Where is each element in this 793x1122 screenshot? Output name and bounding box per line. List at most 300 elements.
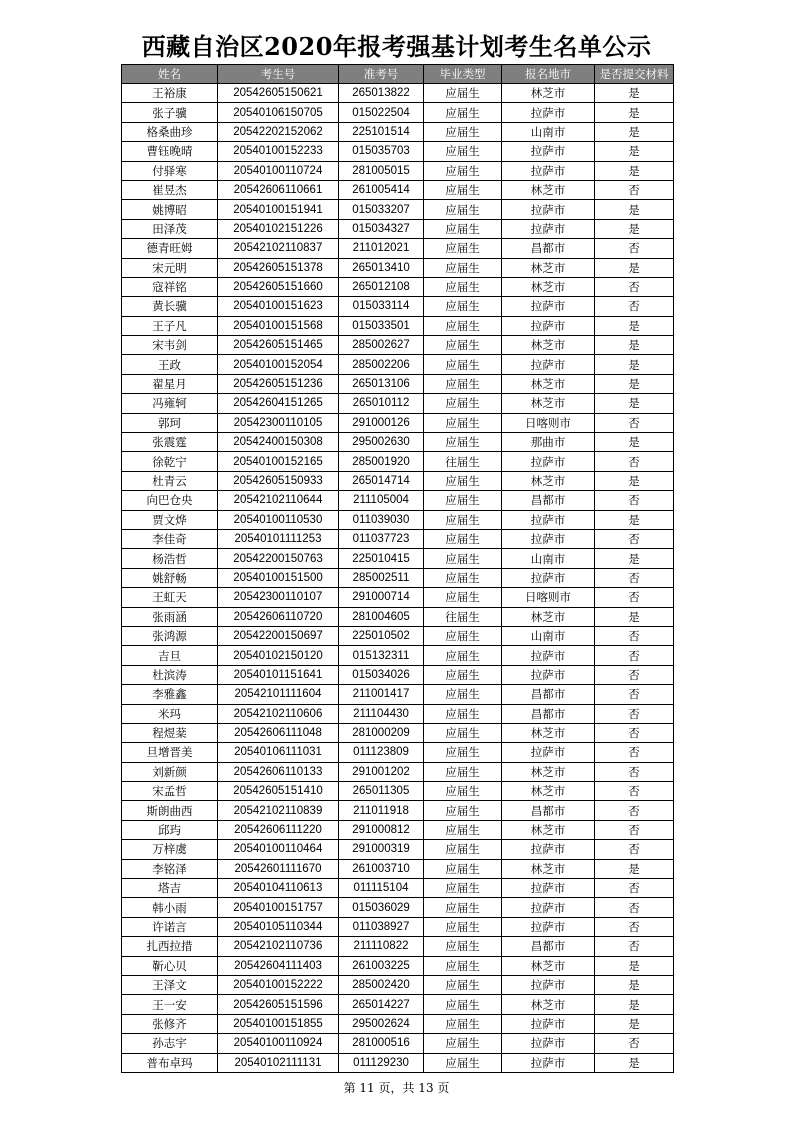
table-row — [122, 723, 674, 742]
name-cell: 韩小雨 — [122, 898, 218, 917]
table-row — [122, 549, 674, 568]
exam-id-cell: 20540105110344 — [218, 917, 339, 936]
name-cell: 张震霆 — [122, 433, 218, 452]
ticket-number-cell: 295002630 — [339, 433, 424, 452]
graduation-type-cell: 应届生 — [424, 491, 502, 510]
city-cell: 拉萨市 — [502, 200, 595, 219]
table-row — [122, 200, 674, 219]
ticket-number-cell: 011129230 — [339, 1053, 424, 1072]
materials-submitted-cell: 否 — [595, 782, 674, 801]
table-row — [122, 743, 674, 762]
exam-id-cell: 20540102111131 — [218, 1053, 339, 1072]
city-cell: 山南市 — [502, 626, 595, 645]
materials-submitted-cell: 是 — [595, 122, 674, 141]
table-row — [122, 840, 674, 859]
exam-id-cell: 20542605151596 — [218, 995, 339, 1014]
materials-submitted-cell: 是 — [595, 374, 674, 393]
ticket-number-cell: 285002206 — [339, 355, 424, 374]
name-cell: 格桑曲珍 — [122, 122, 218, 141]
table-row — [122, 646, 674, 665]
name-cell: 程煜棻 — [122, 723, 218, 742]
ticket-number-cell: 225010415 — [339, 549, 424, 568]
city-cell: 拉萨市 — [502, 103, 595, 122]
table-row — [122, 219, 674, 238]
materials-submitted-cell: 否 — [595, 297, 674, 316]
name-cell: 旦增晋美 — [122, 743, 218, 762]
ticket-number-cell: 291000126 — [339, 413, 424, 432]
materials-submitted-cell: 否 — [595, 646, 674, 665]
city-cell: 拉萨市 — [502, 1014, 595, 1033]
table-row — [122, 956, 674, 975]
graduation-type-cell: 应届生 — [424, 161, 502, 180]
table-row — [122, 704, 674, 723]
graduation-type-cell: 应届生 — [424, 704, 502, 723]
table-row — [122, 665, 674, 684]
city-cell: 山南市 — [502, 122, 595, 141]
name-cell: 李铭泽 — [122, 859, 218, 878]
table-row — [122, 937, 674, 956]
city-cell: 拉萨市 — [502, 898, 595, 917]
graduation-type-cell: 应届生 — [424, 219, 502, 238]
ticket-number-cell: 015022504 — [339, 103, 424, 122]
city-cell: 林芝市 — [502, 956, 595, 975]
exam-id-cell: 20540100110530 — [218, 510, 339, 529]
city-cell: 拉萨市 — [502, 316, 595, 335]
name-cell: 米玛 — [122, 704, 218, 723]
table-row — [122, 762, 674, 781]
exam-id-cell: 20542605151660 — [218, 277, 339, 296]
materials-submitted-cell: 否 — [595, 685, 674, 704]
ticket-number-cell: 265010112 — [339, 394, 424, 413]
materials-submitted-cell: 否 — [595, 820, 674, 839]
graduation-type-cell: 应届生 — [424, 142, 502, 161]
name-cell: 刘新颜 — [122, 762, 218, 781]
graduation-type-cell: 应届生 — [424, 549, 502, 568]
name-cell: 张雨涵 — [122, 607, 218, 626]
table-row — [122, 529, 674, 548]
name-cell: 李佳奇 — [122, 529, 218, 548]
name-cell: 付驿寒 — [122, 161, 218, 180]
city-cell: 拉萨市 — [502, 568, 595, 587]
ticket-number-cell: 265012108 — [339, 277, 424, 296]
materials-submitted-cell: 否 — [595, 413, 674, 432]
table-row — [122, 336, 674, 355]
name-cell: 扎西拉措 — [122, 937, 218, 956]
exam-id-cell: 20542604111403 — [218, 956, 339, 975]
name-cell: 许诺言 — [122, 917, 218, 936]
name-cell: 吉旦 — [122, 646, 218, 665]
name-cell: 姚博昭 — [122, 200, 218, 219]
name-cell: 王子凡 — [122, 316, 218, 335]
materials-submitted-cell: 否 — [595, 723, 674, 742]
city-cell: 林芝市 — [502, 820, 595, 839]
name-cell: 曹钰晚晴 — [122, 142, 218, 161]
name-cell: 黄长骥 — [122, 297, 218, 316]
table-row — [122, 452, 674, 471]
ticket-number-cell: 015033114 — [339, 297, 424, 316]
materials-submitted-cell: 是 — [595, 975, 674, 994]
city-cell: 日喀则市 — [502, 413, 595, 432]
city-cell: 拉萨市 — [502, 529, 595, 548]
ticket-number-cell: 265013822 — [339, 84, 424, 103]
city-cell: 拉萨市 — [502, 840, 595, 859]
materials-submitted-cell: 是 — [595, 394, 674, 413]
name-cell: 宋韦剑 — [122, 336, 218, 355]
city-cell: 昌都市 — [502, 491, 595, 510]
exam-id-cell: 20542102110644 — [218, 491, 339, 510]
table-row — [122, 626, 674, 645]
exam-id-cell: 20540106111031 — [218, 743, 339, 762]
graduation-type-cell: 应届生 — [424, 239, 502, 258]
name-cell: 王政 — [122, 355, 218, 374]
exam-id-cell: 20542604151265 — [218, 394, 339, 413]
materials-submitted-cell: 否 — [595, 239, 674, 258]
ticket-number-cell: 225101514 — [339, 122, 424, 141]
materials-submitted-cell: 否 — [595, 180, 674, 199]
city-cell: 昌都市 — [502, 685, 595, 704]
ticket-number-cell: 285002511 — [339, 568, 424, 587]
materials-submitted-cell: 是 — [595, 161, 674, 180]
ticket-number-cell: 015034026 — [339, 665, 424, 684]
graduation-type-cell: 往届生 — [424, 607, 502, 626]
graduation-type-cell: 应届生 — [424, 588, 502, 607]
graduation-type-cell: 应届生 — [424, 394, 502, 413]
ticket-number-cell: 281000516 — [339, 1034, 424, 1053]
page-footer: 第 11 页，共 13 页 — [343, 1081, 450, 1095]
column-header-ticket-number: 准考号 — [339, 65, 424, 84]
city-cell: 昌都市 — [502, 239, 595, 258]
graduation-type-cell: 应届生 — [424, 413, 502, 432]
graduation-type-cell: 应届生 — [424, 975, 502, 994]
materials-submitted-cell: 否 — [595, 801, 674, 820]
city-cell: 昌都市 — [502, 937, 595, 956]
materials-submitted-cell: 否 — [595, 704, 674, 723]
city-cell: 拉萨市 — [502, 1034, 595, 1053]
name-cell: 李雅鑫 — [122, 685, 218, 704]
materials-submitted-cell: 是 — [595, 995, 674, 1014]
materials-submitted-cell: 是 — [595, 316, 674, 335]
name-cell: 斯朗曲西 — [122, 801, 218, 820]
name-cell: 张鸿源 — [122, 626, 218, 645]
materials-submitted-cell: 是 — [595, 355, 674, 374]
name-cell: 张修齐 — [122, 1014, 218, 1033]
materials-submitted-cell: 否 — [595, 840, 674, 859]
table-row — [122, 491, 674, 510]
table-row — [122, 1034, 674, 1053]
materials-submitted-cell: 否 — [595, 1034, 674, 1053]
city-cell: 日喀则市 — [502, 588, 595, 607]
exam-id-cell: 20542200150763 — [218, 549, 339, 568]
graduation-type-cell: 应届生 — [424, 374, 502, 393]
city-cell: 林芝市 — [502, 762, 595, 781]
graduation-type-cell: 应届生 — [424, 336, 502, 355]
graduation-type-cell: 应届生 — [424, 646, 502, 665]
exam-id-cell: 20540100110924 — [218, 1034, 339, 1053]
city-cell: 那曲市 — [502, 433, 595, 452]
table-row — [122, 782, 674, 801]
table-row — [122, 84, 674, 103]
ticket-number-cell: 285002420 — [339, 975, 424, 994]
graduation-type-cell: 应届生 — [424, 917, 502, 936]
graduation-type-cell: 应届生 — [424, 665, 502, 684]
ticket-number-cell: 295002624 — [339, 1014, 424, 1033]
exam-id-cell: 20542300110107 — [218, 588, 339, 607]
exam-id-cell: 20542605150933 — [218, 471, 339, 490]
city-cell: 拉萨市 — [502, 975, 595, 994]
graduation-type-cell: 应届生 — [424, 568, 502, 587]
exam-id-cell: 20540100152165 — [218, 452, 339, 471]
exam-id-cell: 20542605150621 — [218, 84, 339, 103]
table-row — [122, 859, 674, 878]
name-cell: 德青旺姆 — [122, 239, 218, 258]
ticket-number-cell: 211001417 — [339, 685, 424, 704]
materials-submitted-cell: 是 — [595, 859, 674, 878]
materials-submitted-cell: 是 — [595, 219, 674, 238]
ticket-number-cell: 265013410 — [339, 258, 424, 277]
exam-id-cell: 20540100151623 — [218, 297, 339, 316]
city-cell: 林芝市 — [502, 258, 595, 277]
graduation-type-cell: 应届生 — [424, 258, 502, 277]
materials-submitted-cell: 否 — [595, 277, 674, 296]
exam-id-cell: 20540100151568 — [218, 316, 339, 335]
table-row — [122, 239, 674, 258]
city-cell: 林芝市 — [502, 607, 595, 626]
name-cell: 崔昱杰 — [122, 180, 218, 199]
table-row — [122, 297, 674, 316]
exam-id-cell: 20540100151855 — [218, 1014, 339, 1033]
ticket-number-cell: 261003710 — [339, 859, 424, 878]
graduation-type-cell: 应届生 — [424, 820, 502, 839]
table-row — [122, 180, 674, 199]
city-cell: 昌都市 — [502, 801, 595, 820]
ticket-number-cell: 011037723 — [339, 529, 424, 548]
city-cell: 拉萨市 — [502, 510, 595, 529]
exam-id-cell: 20540100152233 — [218, 142, 339, 161]
graduation-type-cell: 应届生 — [424, 471, 502, 490]
graduation-type-cell: 应届生 — [424, 1014, 502, 1033]
column-header-city: 报名地市 — [502, 65, 595, 84]
name-cell: 翟星月 — [122, 374, 218, 393]
materials-submitted-cell: 是 — [595, 471, 674, 490]
materials-submitted-cell: 否 — [595, 491, 674, 510]
city-cell: 拉萨市 — [502, 297, 595, 316]
table-body — [122, 84, 674, 1073]
exam-id-cell: 20540100110724 — [218, 161, 339, 180]
graduation-type-cell: 应届生 — [424, 529, 502, 548]
graduation-type-cell: 应届生 — [424, 84, 502, 103]
graduation-type-cell: 应届生 — [424, 743, 502, 762]
table-row — [122, 879, 674, 898]
ticket-number-cell: 291000714 — [339, 588, 424, 607]
table-row — [122, 394, 674, 413]
table-row — [122, 161, 674, 180]
exam-id-cell: 20542606111048 — [218, 723, 339, 742]
table-row — [122, 316, 674, 335]
materials-submitted-cell: 是 — [595, 607, 674, 626]
exam-id-cell: 20540100151757 — [218, 898, 339, 917]
name-cell: 宋孟哲 — [122, 782, 218, 801]
materials-submitted-cell: 否 — [595, 452, 674, 471]
materials-submitted-cell: 是 — [595, 956, 674, 975]
city-cell: 林芝市 — [502, 782, 595, 801]
name-cell: 王裕康 — [122, 84, 218, 103]
page-title: 西藏自治区2020年报考强基计划考生名单公示 — [141, 32, 652, 61]
name-cell: 王泽文 — [122, 975, 218, 994]
graduation-type-cell: 应届生 — [424, 782, 502, 801]
table-row — [122, 820, 674, 839]
table-row — [122, 374, 674, 393]
exam-id-cell: 20542101111604 — [218, 685, 339, 704]
ticket-number-cell: 285001920 — [339, 452, 424, 471]
exam-id-cell: 20542601111670 — [218, 859, 339, 878]
exam-id-cell: 20542606110720 — [218, 607, 339, 626]
graduation-type-cell: 应届生 — [424, 685, 502, 704]
ticket-number-cell: 211110822 — [339, 937, 424, 956]
table-row — [122, 103, 674, 122]
name-cell: 塔吉 — [122, 879, 218, 898]
ticket-number-cell: 011115104 — [339, 879, 424, 898]
materials-submitted-cell: 否 — [595, 898, 674, 917]
ticket-number-cell: 015132311 — [339, 646, 424, 665]
table-row — [122, 122, 674, 141]
exam-id-cell: 20540100151500 — [218, 568, 339, 587]
city-cell: 林芝市 — [502, 995, 595, 1014]
ticket-number-cell: 225010502 — [339, 626, 424, 645]
exam-id-cell: 20540102151226 — [218, 219, 339, 238]
exam-id-cell: 20540106150705 — [218, 103, 339, 122]
exam-id-cell: 20540100151941 — [218, 200, 339, 219]
graduation-type-cell: 应届生 — [424, 180, 502, 199]
table-row — [122, 607, 674, 626]
ticket-number-cell: 265014227 — [339, 995, 424, 1014]
name-cell: 姚舒畅 — [122, 568, 218, 587]
exam-id-cell: 20542605151378 — [218, 258, 339, 277]
materials-submitted-cell: 是 — [595, 142, 674, 161]
name-cell: 宋元明 — [122, 258, 218, 277]
ticket-number-cell: 281005015 — [339, 161, 424, 180]
graduation-type-cell: 应届生 — [424, 937, 502, 956]
name-cell: 杜青云 — [122, 471, 218, 490]
name-cell: 孙志宇 — [122, 1034, 218, 1053]
table-row — [122, 685, 674, 704]
exam-id-cell: 20542606111220 — [218, 820, 339, 839]
exam-id-cell: 20542605151410 — [218, 782, 339, 801]
exam-id-cell: 20540100152054 — [218, 355, 339, 374]
graduation-type-cell: 应届生 — [424, 510, 502, 529]
city-cell: 拉萨市 — [502, 219, 595, 238]
ticket-number-cell: 291000812 — [339, 820, 424, 839]
graduation-type-cell: 应届生 — [424, 1053, 502, 1072]
graduation-type-cell: 应届生 — [424, 297, 502, 316]
city-cell: 拉萨市 — [502, 743, 595, 762]
ticket-number-cell: 015036029 — [339, 898, 424, 917]
table-row — [122, 917, 674, 936]
name-cell: 张子骥 — [122, 103, 218, 122]
table-row — [122, 898, 674, 917]
graduation-type-cell: 应届生 — [424, 801, 502, 820]
city-cell: 拉萨市 — [502, 646, 595, 665]
city-cell: 拉萨市 — [502, 161, 595, 180]
ticket-number-cell: 285002627 — [339, 336, 424, 355]
ticket-number-cell: 211012021 — [339, 239, 424, 258]
table-header-row — [122, 65, 674, 84]
graduation-type-cell: 应届生 — [424, 433, 502, 452]
graduation-type-cell: 往届生 — [424, 452, 502, 471]
ticket-number-cell: 265014714 — [339, 471, 424, 490]
city-cell: 林芝市 — [502, 723, 595, 742]
city-cell: 林芝市 — [502, 394, 595, 413]
table-row — [122, 277, 674, 296]
ticket-number-cell: 211104430 — [339, 704, 424, 723]
materials-submitted-cell: 否 — [595, 529, 674, 548]
materials-submitted-cell: 否 — [595, 588, 674, 607]
exam-id-cell: 20540100152222 — [218, 975, 339, 994]
table-row — [122, 510, 674, 529]
ticket-number-cell: 211011918 — [339, 801, 424, 820]
graduation-type-cell: 应届生 — [424, 956, 502, 975]
graduation-type-cell: 应届生 — [424, 200, 502, 219]
exam-id-cell: 20542606110133 — [218, 762, 339, 781]
name-cell: 郭珂 — [122, 413, 218, 432]
exam-id-cell: 20542102110736 — [218, 937, 339, 956]
city-cell: 林芝市 — [502, 84, 595, 103]
city-cell: 拉萨市 — [502, 142, 595, 161]
name-cell: 王一安 — [122, 995, 218, 1014]
column-header-graduation-type: 毕业类型 — [424, 65, 502, 84]
name-cell: 邱玙 — [122, 820, 218, 839]
name-cell: 冯雍轲 — [122, 394, 218, 413]
ticket-number-cell: 281000209 — [339, 723, 424, 742]
materials-submitted-cell: 是 — [595, 84, 674, 103]
exam-id-cell: 20542400150308 — [218, 433, 339, 452]
graduation-type-cell: 应届生 — [424, 879, 502, 898]
table-row — [122, 433, 674, 452]
ticket-number-cell: 015035703 — [339, 142, 424, 161]
name-cell: 田泽茂 — [122, 219, 218, 238]
name-cell: 杨浩哲 — [122, 549, 218, 568]
table-row — [122, 258, 674, 277]
city-cell: 林芝市 — [502, 180, 595, 199]
exam-id-cell: 20540100110464 — [218, 840, 339, 859]
name-cell: 万梓虞 — [122, 840, 218, 859]
city-cell: 拉萨市 — [502, 879, 595, 898]
ticket-number-cell: 015033501 — [339, 316, 424, 335]
city-cell: 拉萨市 — [502, 665, 595, 684]
city-cell: 林芝市 — [502, 471, 595, 490]
exam-id-cell: 20540102150120 — [218, 646, 339, 665]
name-cell: 徐乾宁 — [122, 452, 218, 471]
ticket-number-cell: 261003225 — [339, 956, 424, 975]
graduation-type-cell: 应届生 — [424, 355, 502, 374]
graduation-type-cell: 应届生 — [424, 1034, 502, 1053]
graduation-type-cell: 应届生 — [424, 103, 502, 122]
table-row — [122, 142, 674, 161]
materials-submitted-cell: 是 — [595, 200, 674, 219]
materials-submitted-cell: 是 — [595, 1053, 674, 1072]
materials-submitted-cell: 是 — [595, 258, 674, 277]
materials-submitted-cell: 是 — [595, 433, 674, 452]
exam-id-cell: 20542300110105 — [218, 413, 339, 432]
city-cell: 昌都市 — [502, 704, 595, 723]
exam-id-cell: 20542605151236 — [218, 374, 339, 393]
table-row — [122, 588, 674, 607]
name-cell: 向巴仓央 — [122, 491, 218, 510]
exam-id-cell: 20540101151641 — [218, 665, 339, 684]
graduation-type-cell: 应届生 — [424, 122, 502, 141]
table-row — [122, 355, 674, 374]
name-cell: 杜滨涛 — [122, 665, 218, 684]
table-row — [122, 801, 674, 820]
